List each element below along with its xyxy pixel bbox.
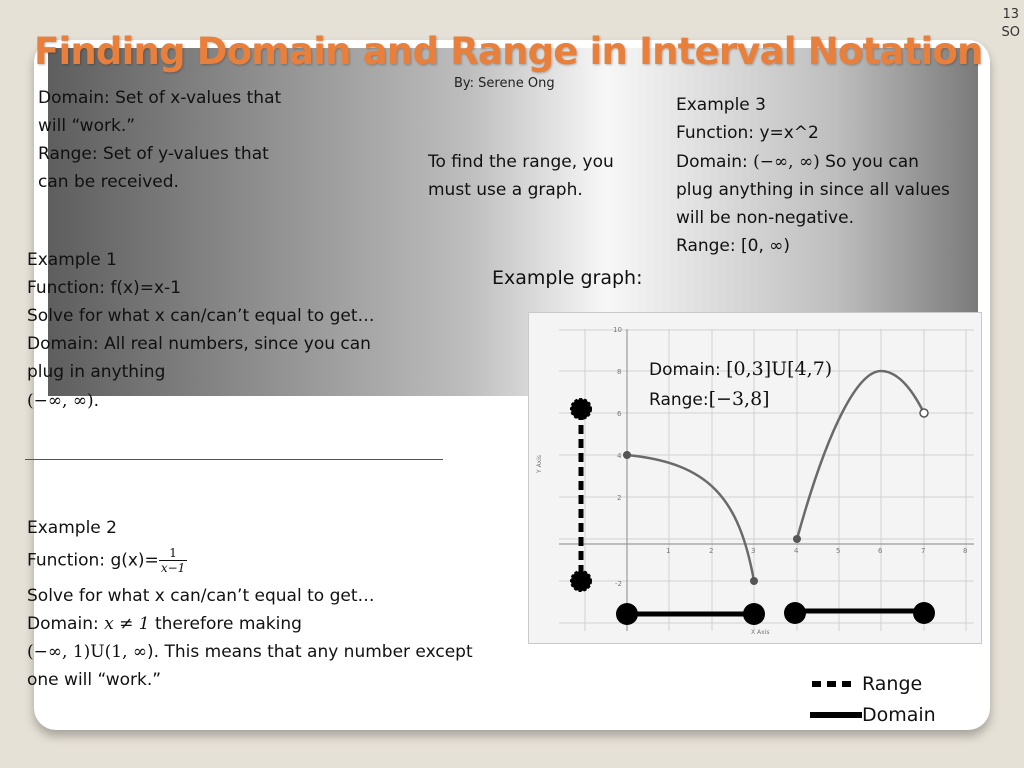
range-bottom-marker (571, 571, 591, 591)
legend-domain-swatch (810, 708, 862, 722)
range-definition-line-1: Range: Set of y-values that (38, 144, 269, 164)
example3-line-c: will be non-negative. (676, 208, 854, 228)
example3-domain-line: Domain: (−∞, ∞) So you can (676, 152, 919, 172)
example1-solve: Solve for what x can/can’t equal to get… (27, 306, 375, 326)
example2-heading: Example 2 (27, 518, 117, 538)
range-note-line-2: must use a graph. (428, 180, 583, 200)
x-tick-7: 7 (921, 547, 926, 555)
x-tick-2: 2 (709, 547, 714, 555)
graph-domain-label: Domain: [0,3]U[4,7) (649, 358, 833, 380)
open-point-end (920, 409, 928, 417)
domain-definition-line-1: Domain: Set of x-values that (38, 88, 282, 108)
fraction: $\frac{1}{x-1}$ (160, 546, 186, 575)
domain-bar-1-start (616, 603, 638, 625)
domain-definition-line-2: will “work.” (38, 116, 136, 136)
curve-segment-1 (627, 455, 754, 581)
legend-domain (810, 703, 936, 727)
x-tick-1: 1 (666, 547, 671, 555)
example3-range: Range: [0, ∞) (676, 236, 791, 256)
legend-domain-label: Domain (862, 704, 936, 726)
example-graph-label: Example graph: (492, 267, 643, 289)
example2-function: Function: g(x)= $\frac{1}{x-1}$ (27, 546, 186, 575)
slide-number: 13 SO (1001, 7, 1020, 40)
example1-function: Function: f(x)=x-1 (27, 278, 182, 298)
closed-point-2 (793, 535, 801, 543)
closed-point-1 (750, 577, 758, 585)
domain-bar-2-end (913, 602, 935, 624)
y-tick-4: 4 (617, 452, 622, 460)
example3-function: Function: y=x^2 (676, 123, 819, 143)
y-tick-8: 8 (617, 368, 622, 376)
x-tick-6: 6 (878, 547, 883, 555)
example1-interval: (−∞, ∞). (27, 391, 100, 411)
example3-line-b: plug anything in since all values (676, 180, 950, 200)
x-axis-title: X Axis (751, 629, 770, 636)
y-tick-6: 6 (617, 410, 622, 418)
example2-last-line: one will “work.” (27, 670, 162, 690)
legend-range-label: Range (862, 673, 923, 695)
x-tick-3: 3 (751, 547, 756, 555)
y-tick-2: 2 (617, 494, 622, 502)
example1-domain-line-1: Domain: All real numbers, since you can (27, 334, 371, 354)
y-tick-neg2: -2 (615, 580, 622, 588)
example2-domain: Domain: x ≠ 1 therefore making (27, 614, 302, 634)
example3-heading: Example 3 (676, 95, 766, 115)
byline: By: Serene Ong (454, 76, 555, 91)
divider (25, 459, 443, 460)
range-definition-line-2: can be received. (38, 172, 179, 192)
x-tick-8: 8 (963, 547, 968, 555)
range-note-line-1: To find the range, you (428, 152, 614, 172)
slide-title: Finding Domain and Range in Interval Notation (34, 30, 983, 73)
example1-heading: Example 1 (27, 250, 117, 270)
example2-interval: (−∞, 1)U(1, ∞). This means that any number except (27, 642, 473, 662)
example1-domain-line-2: plug in anything (27, 362, 166, 382)
graph-range-label: Range:[−3,8] (649, 388, 770, 410)
y-axis-title: Y Axis (536, 454, 543, 473)
domain-bar-2-start (784, 602, 806, 624)
closed-point-start (623, 451, 631, 459)
range-top-marker (571, 399, 591, 419)
x-tick-4: 4 (794, 547, 799, 555)
legend-range-swatch (810, 677, 856, 691)
domain-bar-1-end (743, 603, 765, 625)
example2-solve: Solve for what x can/can’t equal to get… (27, 586, 375, 606)
legend-range (810, 672, 922, 696)
x-tick-5: 5 (836, 547, 841, 555)
example-graph (528, 312, 982, 644)
y-tick-10: 10 (613, 326, 622, 334)
